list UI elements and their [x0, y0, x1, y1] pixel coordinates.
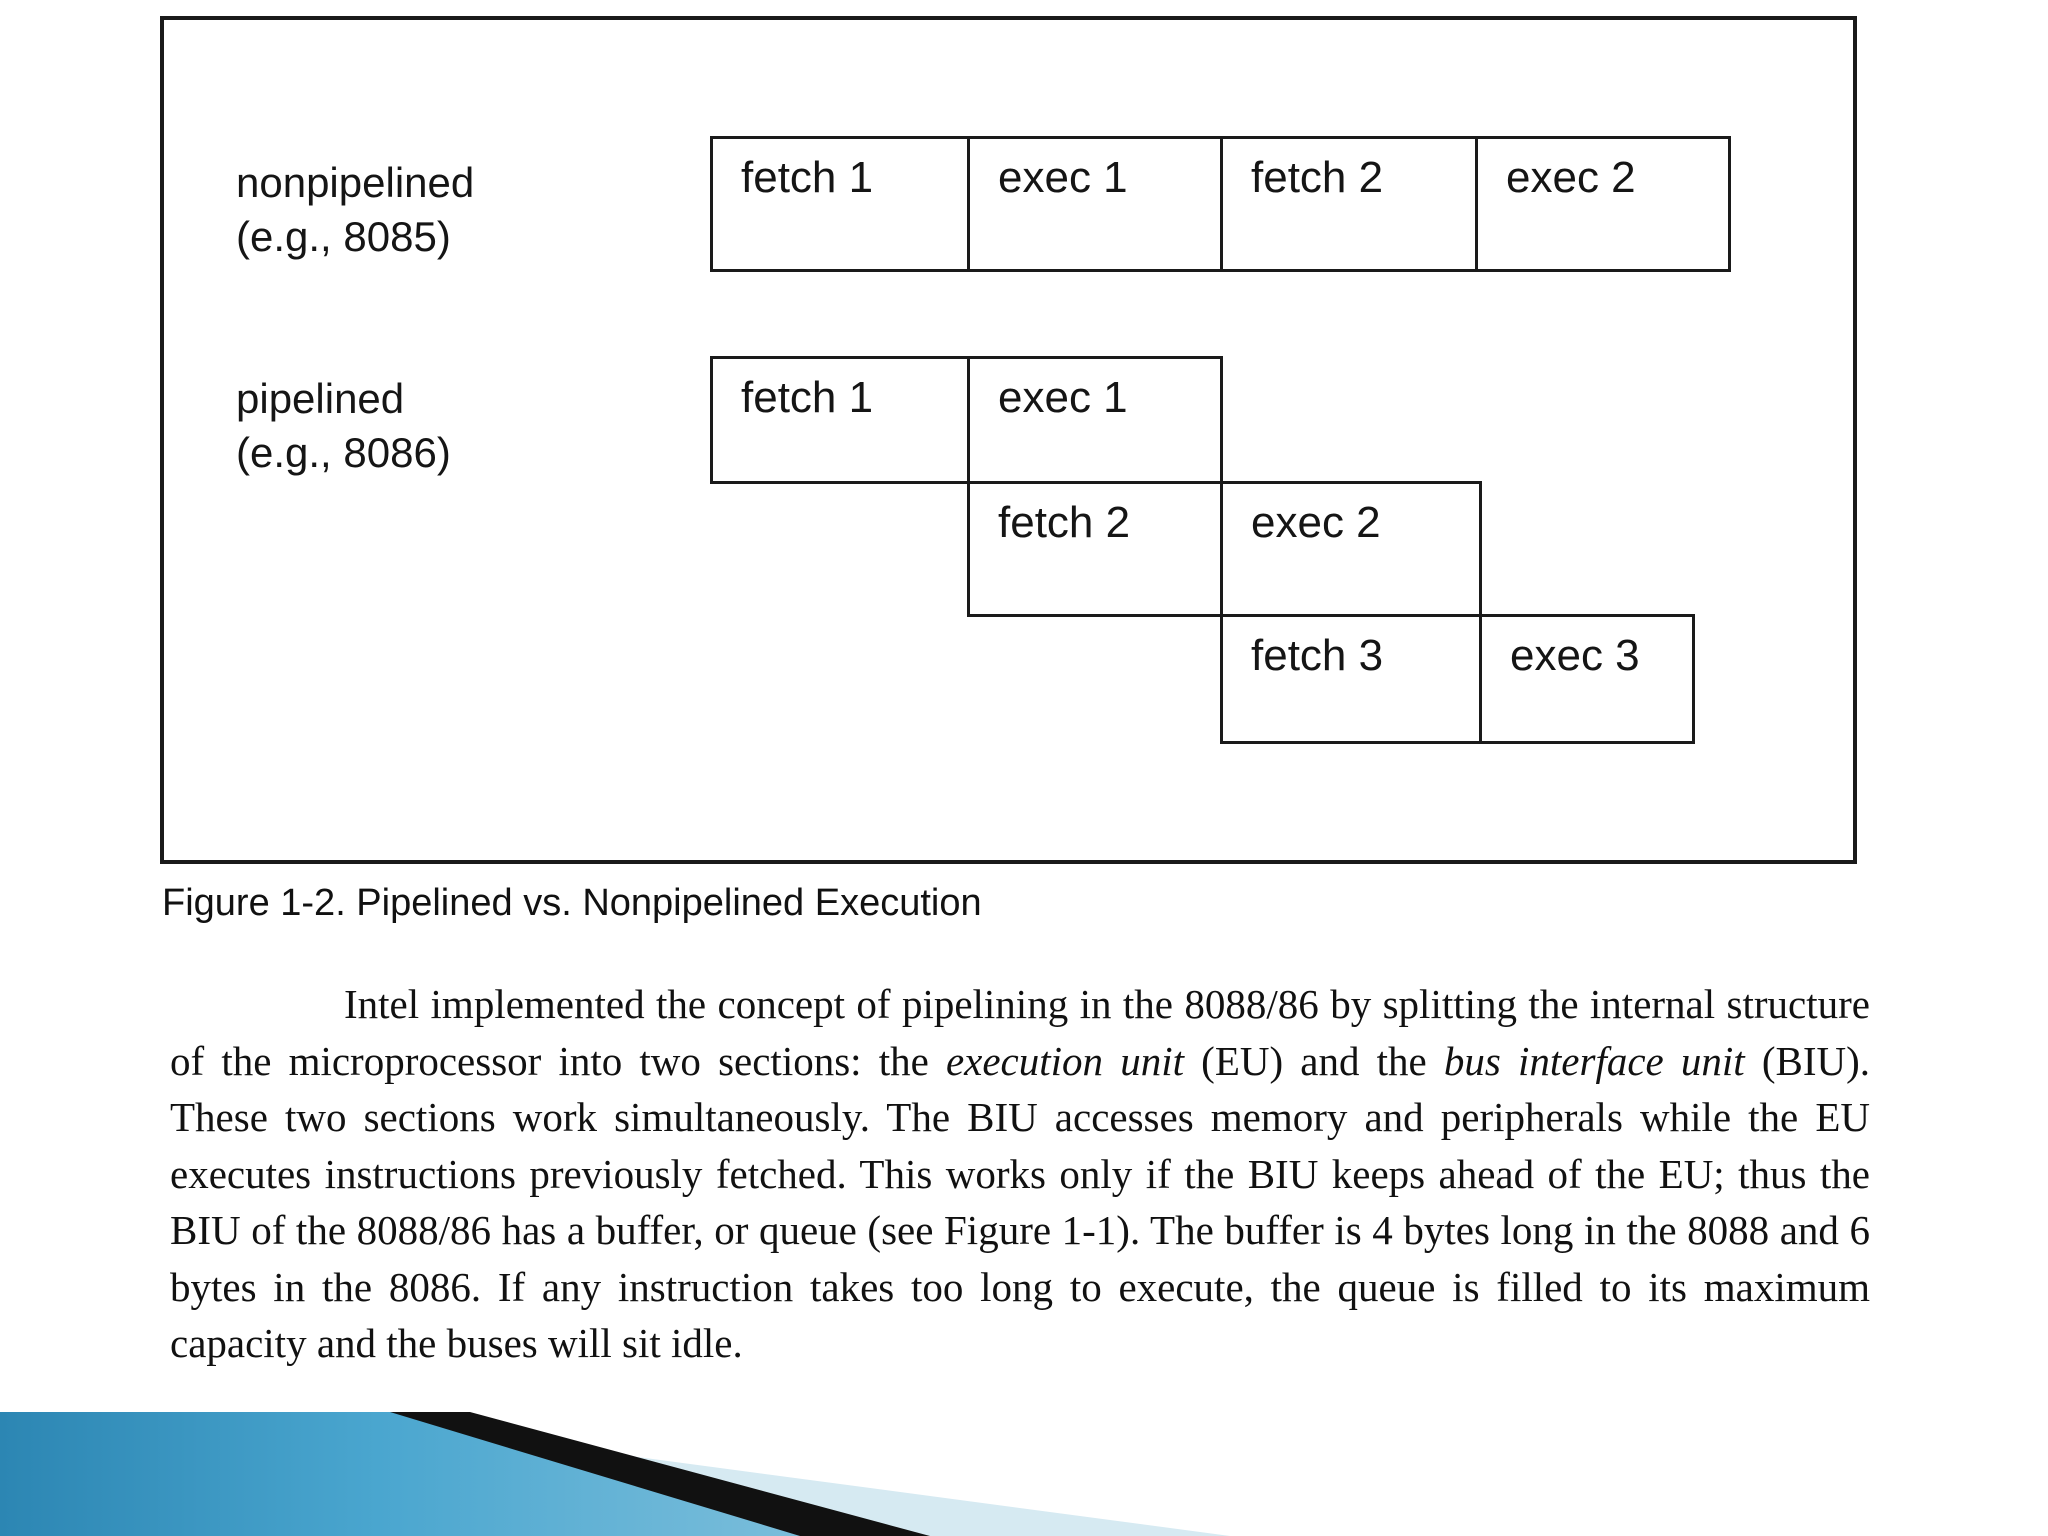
row-label-pipelined-line2: (e.g., 8086) [236, 429, 451, 476]
p-exec-1-cell: exec 1 [967, 356, 1223, 484]
np-exec-1-cell: exec 1 [967, 136, 1223, 272]
paragraph-part-2: (EU) and the [1184, 1037, 1444, 1084]
paragraph-part-3: (BIU). These two sections work simultaneously. The BIU accesses memory and peripherals while the EU executes instructions previously fetched. This works only if the BIU keeps ahead of the EU; thus the BIU of the 8088/86 has a buffer, or queue (see Figure 1-1). The buffer is 4 bytes long in the 8088 and 6 bytes in the 8086. If any instruction takes too long to execute, the queue is filled to its maximum capacity and the buses will sit idle. [170, 1037, 1870, 1366]
p-fetch-1-cell: fetch 1 [710, 356, 970, 484]
term-execution-unit: execution unit [945, 1037, 1184, 1084]
p-exec-2-cell: exec 2 [1220, 481, 1482, 617]
figure-frame [160, 16, 1857, 864]
paragraph-part-1: Intel implemented the concept of pipelining in the 8088/86 by splitting the internal structure of the microprocessor into two sections: the [170, 981, 1870, 1084]
np-exec-2-cell: exec 2 [1475, 136, 1731, 272]
row-label-pipelined-line1: pipelined [236, 375, 405, 422]
np-fetch-2-cell: fetch 2 [1220, 136, 1478, 272]
p-exec-3-cell: exec 3 [1479, 614, 1695, 744]
p-fetch-3-cell: fetch 3 [1220, 614, 1482, 744]
row-label-nonpipelined-line1: nonpipelined [236, 159, 475, 206]
p-fetch-2-cell: fetch 2 [967, 481, 1223, 617]
body-paragraph [170, 976, 1870, 1372]
row-label-nonpipelined-line2: (e.g., 8085) [236, 213, 451, 260]
decorative-footer-band [0, 1412, 2048, 1536]
term-bus-interface-unit: bus interface unit [1443, 1037, 1745, 1084]
np-fetch-1-cell: fetch 1 [710, 136, 970, 272]
figure-caption: Figure 1-2. Pipelined vs. Nonpipelined Execution [162, 882, 982, 924]
row-label-nonpipelined [236, 156, 474, 264]
row-label-pipelined [236, 372, 451, 480]
